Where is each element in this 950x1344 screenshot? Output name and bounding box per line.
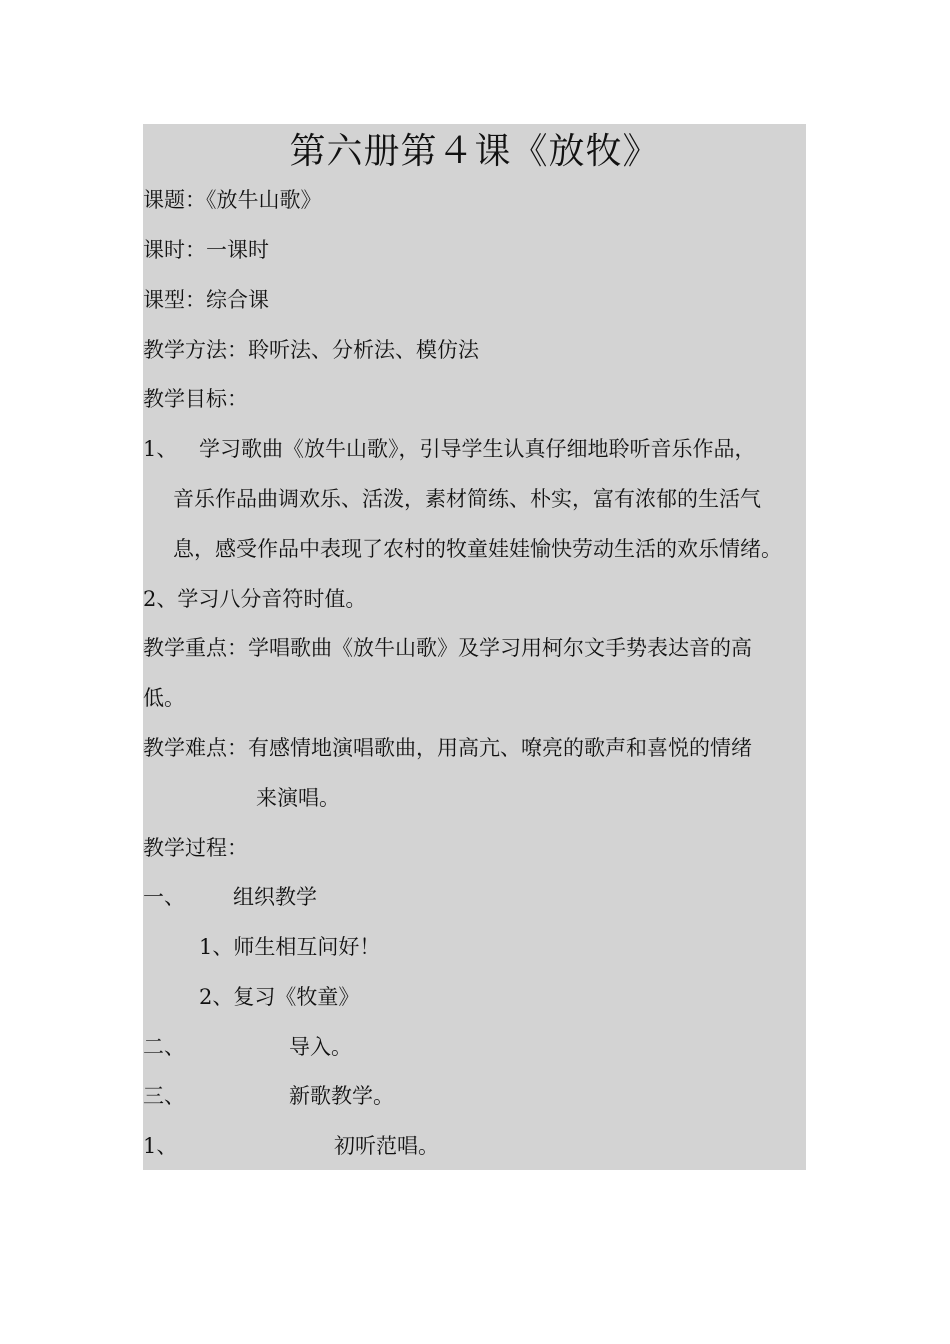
- goal1-text: 学习歌曲《放牛山歌》，引导学生认真仔细地聆听音乐作品，: [199, 437, 756, 461]
- step1-sub2: 2、复习《牧童》: [199, 985, 360, 1009]
- step3-sub1-text: 初听范唱。: [334, 1134, 439, 1158]
- step2-number: 二、: [143, 1035, 185, 1059]
- difficulty-line: 教学难点：有感情地演唱歌曲，用高亢、嘹亮的歌声和喜悦的情绪: [143, 736, 752, 760]
- goal1-continued-2: 息，感受作品中表现了农村的牧童娃娃愉快劳动生活的欢乐情绪。: [173, 537, 782, 561]
- key-point-continued: 低。: [143, 686, 185, 710]
- topic-line: 课题：《放牛山歌》: [143, 188, 322, 212]
- step2-text: 导入。: [289, 1035, 352, 1059]
- goal1-continued: 音乐作品曲调欢乐、活泼，素材简练、朴实，富有浓郁的生活气: [173, 487, 761, 511]
- process-heading: 教学过程：: [143, 836, 248, 860]
- step1-text: 组织教学: [233, 885, 317, 909]
- method-line: 教学方法：聆听法、分析法、模仿法: [143, 338, 479, 362]
- step3-text: 新歌教学。: [289, 1084, 394, 1108]
- step1-number: 一、: [143, 885, 185, 909]
- difficulty-continued: 来演唱。: [256, 786, 340, 810]
- page-title: 第六册第４课《放牧》: [289, 131, 660, 172]
- hours-line: 课时：一课时: [143, 238, 269, 262]
- goals-heading: 教学目标：: [143, 387, 248, 411]
- step3-number: 三、: [143, 1084, 185, 1108]
- document-page: [143, 124, 806, 1170]
- step3-sub1-number: 1、: [143, 1134, 178, 1158]
- type-line: 课型：综合课: [143, 288, 269, 312]
- goal1-number: 1、: [143, 437, 178, 461]
- key-point-line: 教学重点：学唱歌曲《放牛山歌》及学习用柯尔文手势表达音的高: [143, 636, 752, 660]
- goal2-line: 2、学习八分音符时值。: [143, 587, 367, 611]
- step1-sub1: 1、师生相互问好！: [199, 935, 381, 959]
